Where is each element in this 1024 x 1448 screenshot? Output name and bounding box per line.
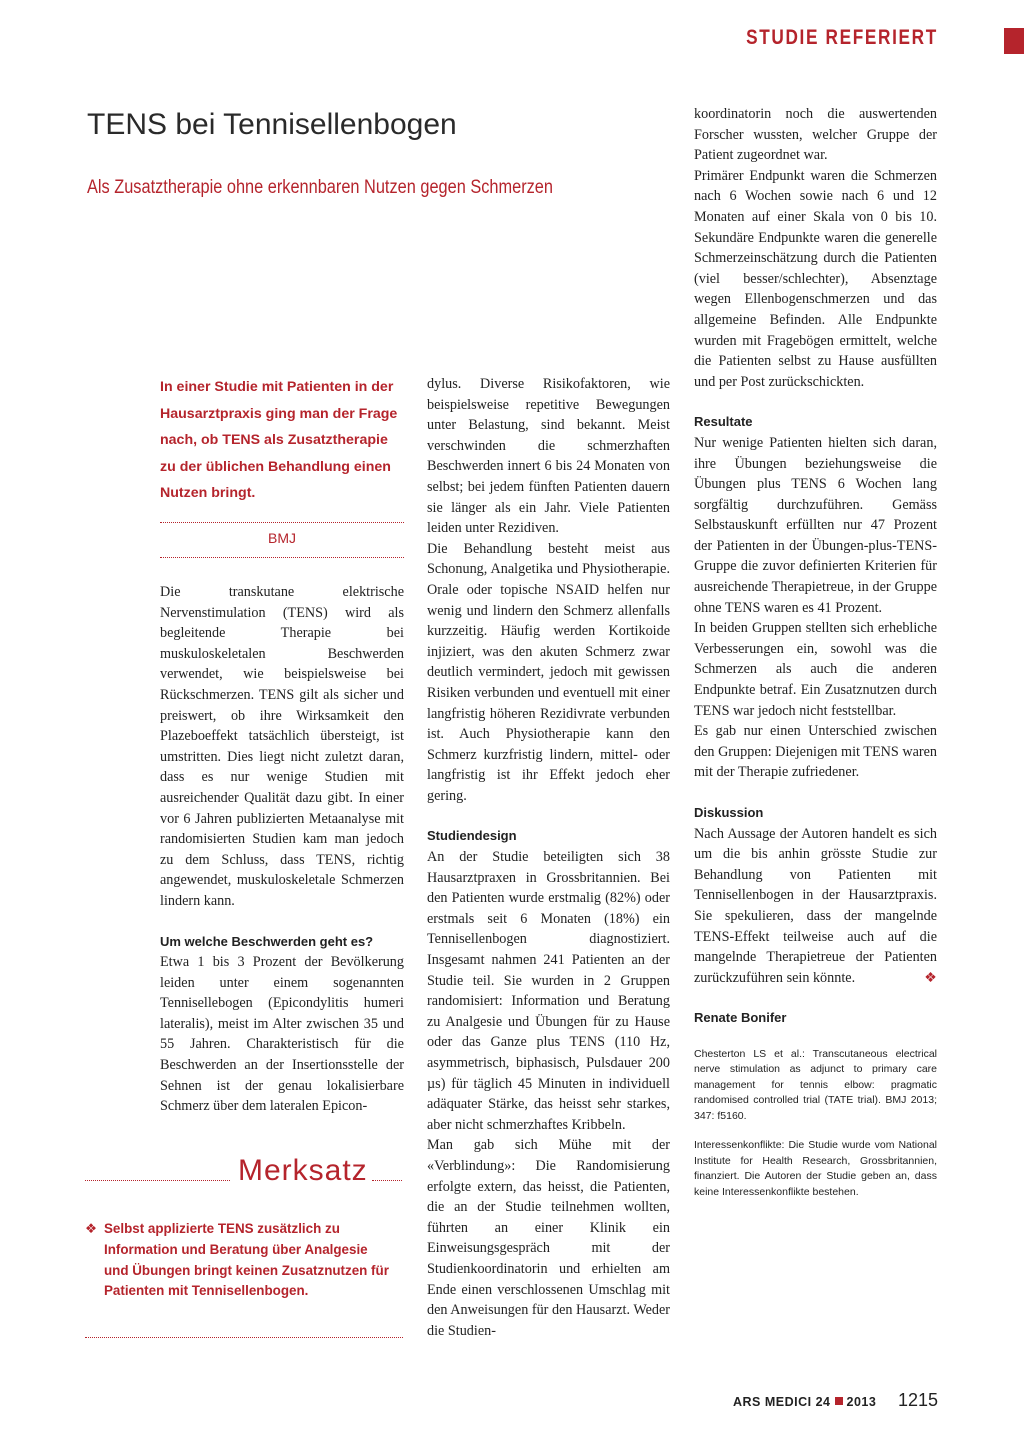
source-divider-top	[160, 522, 404, 523]
reference: Chesterton LS et al.: Transcutaneous electrical nerve stimulation as adjunct to primary care management for tennis elbow: pragmatic randomised controlled trial (TATE trial). BMJ 2013; 347: f5160.	[694, 1047, 937, 1122]
article-title: TENS bei Tennisellenbogen	[87, 108, 457, 141]
footer-square-icon	[835, 1397, 843, 1405]
paragraph: Es gab nur einen Unterschied zwischen den Gruppen: Diejenigen mit TENS waren mit der Therapie zufriedener.	[694, 723, 937, 781]
diamond-bullet-icon: ❖	[85, 1221, 98, 1236]
merksatz-text: Selbst applizierte TENS zusätzlich zu Information und Beratung über Analgesie und Übungen bringt keinen Zusatznutzen für Patienten mit Tennisellenbogen.	[104, 1221, 389, 1299]
text-column-3	[694, 104, 937, 1200]
text-column-2	[427, 374, 670, 1341]
journal-year: 2013	[846, 1395, 877, 1409]
page-number: 1215	[898, 1390, 939, 1410]
end-diamond-icon: ❖	[924, 969, 937, 986]
section-heading: Studiendesign	[427, 828, 517, 844]
paragraph: In beiden Gruppen stellten sich erhebliche Verbesserungen ein, sowohl was die Schmerzen als auch die anderen Endpunkte betraf. Ein Zusatznutzen durch TENS war jedoch nicht feststellbar.	[694, 620, 937, 719]
source-divider-bottom	[160, 557, 404, 558]
paragraph	[694, 824, 937, 989]
journal-name: ARS MEDICI 24	[733, 1395, 831, 1409]
paragraph: dylus. Diverse Risikofaktoren, wie beispielsweise repetitive Bewegungen unter Belastung, sind bekannt. Meist verschwinden die schmerzhaften Beschwerden innert 6 bis 24 Monaten von selbst; bei jedem fünften Patienten dauern sie länger als ein Jahr. Viele Patienten leiden unter Rezidiven.	[427, 376, 670, 537]
paragraph: Die transkutane elektrische Nervenstimulation (TENS) wird als begleitende Therapie bei muskuloskeletalen Beschwerden verwendet, wie beispielsweise bei Rückschmerzen. TENS gilt als sicher und preiswert, ob ihre Wirksamkeit den Plazeboeffekt tatsächlich übersteigt, ist umstritten. Dies liegt nicht zuletzt daran, dass es nur wenige Studien mit ausreichender Qualität dazu gibt. In einer vor 6 Jahren publizierten Metaanalyse mit randomisierten Studien kam man jedoch zu dem Schluss, dass TENS, richtig angewendet, muskuloskeletale Schmerzen lindern kann.	[160, 584, 404, 909]
section-label: STUDIE REFERIERT	[746, 26, 938, 49]
section-heading: Diskussion	[694, 805, 764, 820]
author-name: Renate Bonifer	[694, 1010, 787, 1026]
paragraph: Primärer Endpunkt waren die Schmerzen nach 6 Wochen sowie nach 6 und 12 Monaten auf einer Skala von 0 bis 10. Sekundäre Endpunkte waren die generelle Schmerzeinschätzung durch die Patienten (viel besser/schlechter), Absenztage wegen Ellenbogenschmerzen und das allgemeine Befinden. Alle Endpunkte wurden mit Fragebögen ermittelt, welche die Patienten selbst zu Hause ausfüllten und per Post zurückschickten.	[694, 167, 937, 390]
merksatz-dots-right	[372, 1180, 402, 1181]
text-column-1	[160, 582, 404, 1117]
paragraph: An der Studie beteiligten sich 38 Hausarztpraxen in Grossbritannien. Bei den Patienten wurde erstmalig (82%) oder erstmals seit 6 Monaten (18%) ein Tennisellenbogen diagnostiziert. Insgesamt nahmen 241 Patienten an der Studie teil. Sie wurden in 2 Gruppen randomisiert: Information und Beratung zu Analgesie und Übungen für zu Hause oder das Ganze plus TENS (110 Hz, asymmetrisch, biphasisch, Pulsdauer 200 µs) für täglich 45 Minuten in individuell adäquater Stärke, das heisst sehr starkes, aber nicht schmerzhaftes Kribbeln.	[427, 849, 670, 1133]
footer-journal	[733, 1395, 876, 1409]
merksatz-dots-left	[85, 1180, 230, 1181]
merksatz-text-block	[85, 1219, 395, 1302]
merksatz-heading: Merksatz	[238, 1154, 368, 1187]
paragraph: Die Behandlung besteht meist aus Schonung, Analgetika und Physiotherapie. Orale oder topische NSAID helfen nur wenig und lindern den Schmerz allenfalls kurzzeitig. Häufig werden Kortikoide injiziert, was den akuten Schmerz zwar deutlich vermindert, jedoch mit gewissen Risiken verbunden und eventuell mit einer langfristig höheren Rezidivrate verbunden ist. Auch Physiotherapie kann den Schmerz kurzfristig lindern, mittel- oder langfristig ist ihr Effekt jedoch eher gering.	[427, 540, 670, 804]
conflicts-of-interest: Interessenkonflikte: Die Studie wurde vom National Institute for Health Research, Grossbritannien, finanziert. Die Autoren der Studie geben an, dass keine Interessenkonflikte bestehen.	[694, 1139, 937, 1198]
paragraph-text: Nach Aussage der Autoren handelt es sich um die bis anhin grösste Studie zur Behandlung von Patienten mit Tennisellenbogen in der Hausarztpraxis. Sie spekulieren, dass der mangelnde TENS-Effekt teilweise auch auf die mangelnde Therapietreue der Patienten zurückzuführen sein könnte.	[694, 825, 937, 986]
paragraph: Man gab sich Mühe mit der «Verblindung»: Die Randomisierung erfolgte extern, das heisst, die Patienten, die an der Studie teilnehmen wollten, führten an einer Klinik ein Einweisungsgespräch mit der Studienkoordinatorin und erhielten am Ende einen verschlossenen Umschlag mit den Anweisungen für den Hausarzt. Weder die Studien-	[427, 1137, 670, 1339]
merksatz-divider-bottom	[85, 1337, 403, 1338]
corner-accent-block	[1004, 28, 1024, 54]
paragraph: Nur wenige Patienten hielten sich daran, ihre Übungen beziehungsweise die Übungen plus TENS 6 Wochen lang sorgfältig durchzuführen. Gemäss Selbstauskunft erfüllten nur 47 Prozent der Patienten in der Übungen-plus-TENS-Gruppe die zuvor definierten Kriterien für ausreichende Therapietreue, in der Gruppe ohne TENS waren es 41 Prozent.	[694, 434, 937, 616]
section-heading: Um welche Beschwerden geht es?	[160, 933, 374, 949]
paragraph: Etwa 1 bis 3 Prozent der Bevölkerung leiden unter einem sogenannten Tennisellebogen (Epicondylitis humeri lateralis), meist im Alter zwischen 35 und 55 Jahren. Charakteristisch für die Beschwerden an der Insertionsstelle der Sehnen ist der genau lokalisierbare Schmerz über dem lateralen Epicon-	[160, 954, 404, 1115]
source-label: BMJ	[268, 530, 296, 546]
article-lead: In einer Studie mit Patienten in der Hausarztpraxis ging man der Frage nach, ob TENS als Zusatztherapie zu der üblichen Behandlung einen Nutzen bringt.	[160, 379, 398, 501]
paragraph: koordinatorin noch die auswertenden Forscher wussten, welcher Gruppe der Patient zugeordnet war.	[694, 106, 937, 164]
section-heading: Resultate	[694, 414, 753, 430]
article-subtitle: Als Zusatztherapie ohne erkennbaren Nutzen gegen Schmerzen	[87, 177, 553, 198]
